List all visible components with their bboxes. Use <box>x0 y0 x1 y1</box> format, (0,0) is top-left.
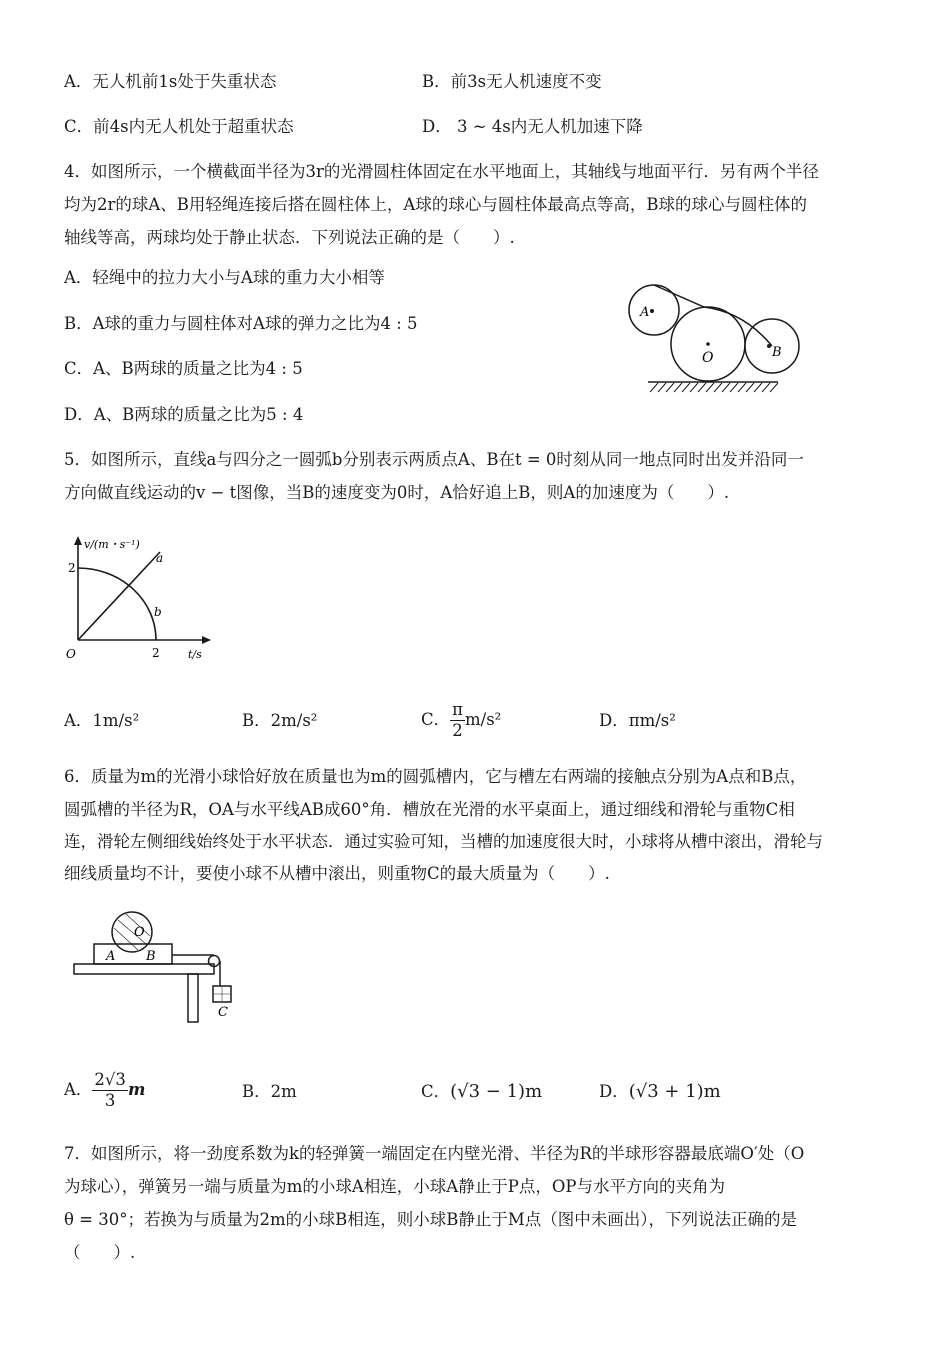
q6-option-a-fraction <box>92 1070 128 1111</box>
arc-b-label: b <box>154 605 162 619</box>
q4-option-b: B．A球的重力与圆柱体对A球的弹力之比为4 : 5 <box>64 314 418 333</box>
label-b: B <box>772 345 782 360</box>
q5-option-b-prefix: B． <box>242 711 271 730</box>
q6-stem-line4: 细线质量均不计，要使小球不从槽中滚出，则重物C的最大质量为（ ）. <box>64 864 610 883</box>
y-arrow <box>74 536 82 545</box>
q4-option-a: A．轻绳中的拉力大小与A球的重力大小相等 <box>64 268 385 287</box>
q5-option-a-prefix: A． <box>64 711 93 730</box>
q6-option-c-value: (√3 − 1)m <box>450 1081 543 1102</box>
q6-option-a-numerator: 2√3 <box>94 1070 126 1089</box>
q5-option-c-denominator: 2 <box>452 721 463 740</box>
y-tick-label: 2 <box>68 561 76 575</box>
line-a <box>78 552 160 640</box>
q5-option-d-value: πm/s² <box>628 711 676 730</box>
q4-option-d: D．A、B两球的质量之比为5 : 4 <box>64 405 304 424</box>
q7-stem-line3: θ = 30°；若换为与质量为2m的小球B相连，则小球B静止于M点（图中未画出），下列说法正确的是 <box>64 1210 798 1229</box>
q5-option-b <box>242 709 317 733</box>
q6-option-d-value: (√3 + 1)m <box>628 1081 721 1102</box>
q5-stem-line1: 5．如图所示，直线a与四分之一圆弧b分别表示两质点A、B在t = 0时刻从同一地点同时出发并沿同一 <box>64 450 804 469</box>
q6-option-a <box>64 1070 145 1111</box>
q6-option-a-variable: m <box>127 1080 146 1099</box>
q7-stem-line2: 为球心），弹簧另一端与质量为m的小球A相连，小球A静止于P点，OP与水平方向的夹角为 <box>64 1177 725 1196</box>
x-arrow <box>202 636 211 644</box>
q6-option-c <box>421 1080 542 1104</box>
q3-option-b: B．前3s无人机速度不变 <box>422 72 602 91</box>
q5-option-a-value: 1m/s² <box>92 711 140 730</box>
q6-option-c-prefix: C． <box>421 1082 451 1101</box>
q5-option-b-value: 2m/s² <box>270 711 318 730</box>
q4-stem-line3: 轴线等高，两球均处于静止状态．下列说法正确的是（ ）. <box>64 228 515 247</box>
q5-vt-graph <box>62 534 214 664</box>
origin-label: O <box>66 647 76 661</box>
q6-option-d-prefix: D． <box>599 1082 629 1101</box>
x-axis-label: t/s <box>188 648 202 661</box>
table-top <box>74 964 214 974</box>
q3-option-d: D． 3 ~ 4s内无人机加速下降 <box>422 117 643 136</box>
q6-trough-figure <box>72 908 242 1028</box>
q7-stem-line4: （ ）. <box>64 1243 136 1262</box>
q5-option-d-prefix: D． <box>599 711 629 730</box>
q5-option-c-unit: m/s² <box>464 710 502 729</box>
q3-option-a: A．无人机前1s处于失重状态 <box>64 72 277 91</box>
q5-option-c-numerator: π <box>452 700 463 719</box>
q5-option-c-fraction <box>450 700 465 741</box>
y-axis-label: v/(m・s⁻¹) <box>84 538 140 551</box>
q4-option-c: C．A、B两球的质量之比为4 : 5 <box>64 359 303 378</box>
q5-option-c-prefix: C． <box>421 710 451 729</box>
q5-option-c <box>421 700 501 741</box>
label-a: A <box>106 949 116 964</box>
label-o: O <box>134 925 145 940</box>
q4-stem-line1: 4．如图所示，一个横截面半径为3r的光滑圆柱体固定在水平地面上，其轴线与地面平行．另有两个半径 <box>64 162 819 181</box>
q6-stem-line2: 圆弧槽的半径为R，OA与水平线AB成60°角．槽放在光滑的水平桌面上，通过细线和滑轮与重物C相 <box>64 800 795 819</box>
q6-option-a-denominator: 3 <box>104 1091 116 1110</box>
table-leg <box>188 974 198 1022</box>
q4-stem-line2: 均为2r的球A、B用轻绳连接后搭在圆柱体上，A球的球心与圆柱体最高点等高，B球的球心与圆柱体的 <box>64 195 807 214</box>
q4-cylinder-figure <box>622 276 818 400</box>
q5-stem-line2: 方向做直线运动的v − t图像，当B的速度变为0时，A恰好追上B，则A的加速度为（ ）. <box>64 483 730 502</box>
label-b: B <box>146 949 156 964</box>
q6-stem-line3: 连，滑轮左侧细线始终处于水平状态．通过实验可知，当槽的加速度很大时，小球将从槽中滚出，滑轮与 <box>64 832 823 851</box>
label-a: A <box>640 305 650 320</box>
label-c: C <box>218 1005 228 1020</box>
line-a-label: a <box>156 551 164 565</box>
q5-option-a <box>64 709 139 733</box>
q6-stem-line1: 6．质量为m的光滑小球恰好放在质量也为m的圆弧槽内，它与槽左右两端的接触点分别为A点和B点， <box>64 767 807 786</box>
q5-option-d <box>599 709 676 733</box>
q6-option-a-prefix: A． <box>64 1080 93 1099</box>
q7-stem-line1: 7．如图所示，将一劲度系数为k的轻弹簧一端固定在内壁光滑、半径为R的半球形容器最底端O′处（O <box>64 1144 805 1163</box>
x-tick-label: 2 <box>152 646 160 660</box>
q3-option-c: C．前4s内无人机处于超重状态 <box>64 117 294 136</box>
q6-option-b: B．2m <box>242 1082 297 1101</box>
arc-b <box>78 568 156 640</box>
label-o: O <box>702 350 714 366</box>
q6-option-d <box>599 1080 721 1104</box>
